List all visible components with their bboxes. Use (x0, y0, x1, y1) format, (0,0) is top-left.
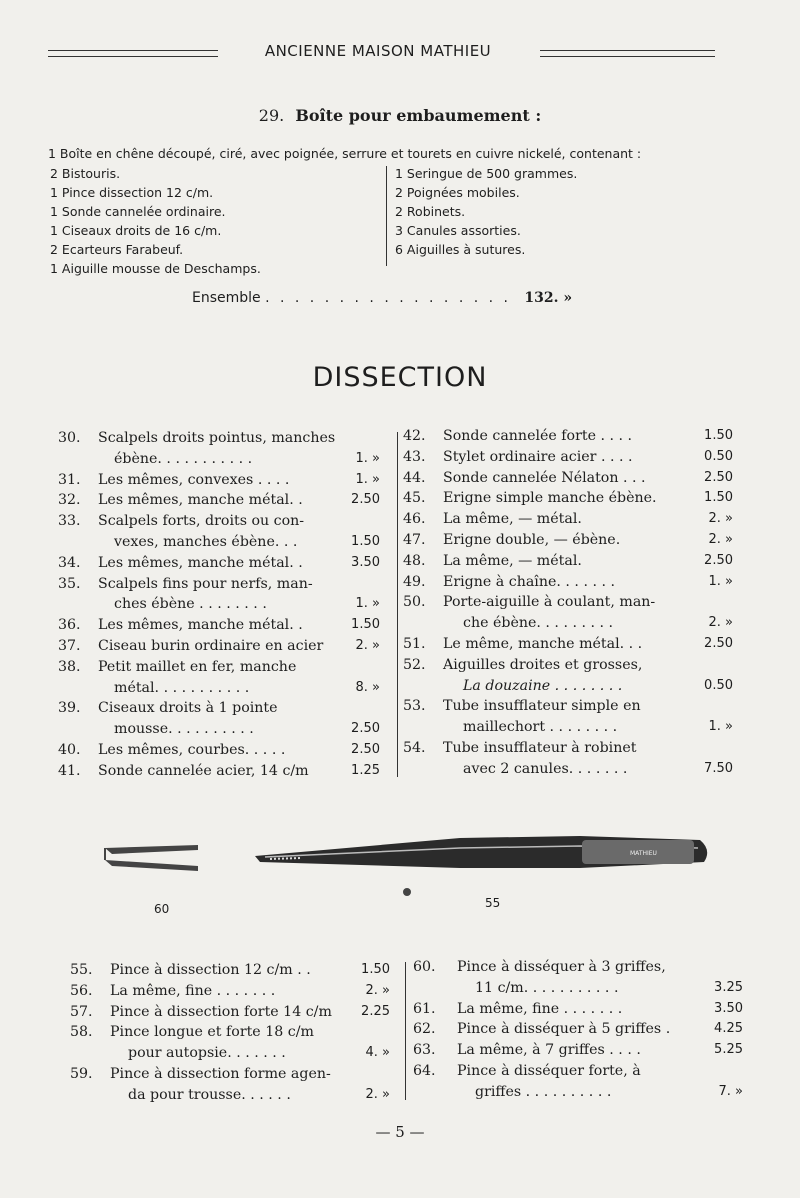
price-row (58, 490, 380, 511)
price-row (403, 509, 733, 530)
item-description: La même, fine . . . . . . . (457, 1000, 623, 1017)
column-divider-2 (405, 962, 406, 1100)
item-price: 4.25 (714, 1021, 743, 1037)
item-number: 56. (70, 982, 93, 999)
page-number: — 5 — (375, 1123, 425, 1141)
leader-dots: . . . . . . . . . . . . . . . . . (265, 290, 519, 306)
ink-dot (403, 888, 411, 896)
item-number: 31. (58, 471, 81, 488)
item-description: Pince à dissection forme agen- (110, 1065, 331, 1082)
item-description: Pince longue et forte 18 c/m (110, 1024, 314, 1041)
price-row (58, 449, 380, 470)
item-price: 7. » (718, 1083, 743, 1099)
price-row (413, 1061, 743, 1082)
item-description: Pince à disséquer forte, à (457, 1062, 641, 1079)
item-price: 0.50 (704, 677, 733, 693)
item-number: 33. (58, 513, 81, 530)
item-price: 1.50 (704, 428, 733, 443)
header-rule-right (540, 50, 715, 57)
item-price: 5.25 (714, 1042, 743, 1058)
price-row (403, 634, 733, 655)
item-number: 41. (58, 762, 81, 779)
item-description: Pince à disséquer à 5 griffes . (457, 1021, 671, 1038)
price-row (413, 1019, 743, 1040)
item-description: avec 2 canules. . . . . . . (463, 760, 628, 777)
item-price: 2.50 (351, 741, 380, 757)
section-29-title: Boîte pour embaumement : (295, 106, 542, 125)
price-row (70, 960, 390, 981)
item-price: 2.50 (704, 469, 733, 485)
item-description: Les mêmes, manche métal. . (98, 492, 303, 509)
price-row (58, 698, 380, 719)
item-number: 30. (58, 430, 81, 446)
section-29-divider (386, 166, 387, 266)
price-list-dissection-left (58, 428, 380, 782)
item-description: 11 c/m. . . . . . . . . . . (475, 979, 619, 996)
item-price: 1.50 (351, 533, 380, 549)
figure-label-60: 60 (154, 902, 170, 916)
figure-label-55: 55 (485, 896, 501, 910)
item-description: Les mêmes, courbes. . . . . (98, 741, 286, 758)
item-description: Scalpels droits pointus, manches (98, 430, 336, 446)
item-description: che ébène. . . . . . . . . (463, 615, 614, 632)
item-price: 3.25 (714, 979, 743, 995)
item-number: 53. (403, 698, 426, 715)
item-number: 52. (403, 656, 426, 673)
page-header (0, 42, 800, 66)
item-number: 42. (403, 428, 426, 444)
item-price: 2. » (355, 637, 380, 653)
kit-item: 1 Seringue de 500 grammes. (395, 166, 578, 181)
item-description: Sonde cannelée Nélaton . . . (443, 469, 646, 486)
price-row (403, 696, 733, 717)
kit-item: 2 Bistouris. (50, 166, 121, 181)
item-description: La même, — métal. (443, 511, 582, 528)
price-row (413, 978, 743, 999)
item-number: 35. (58, 575, 81, 592)
price-row (70, 1022, 390, 1043)
item-number: 47. (403, 531, 426, 548)
price-row (58, 553, 380, 574)
item-number: 36. (58, 617, 81, 634)
item-description: Tube insufflateur à robinet (443, 739, 637, 756)
price-row (70, 1043, 390, 1064)
price-row (58, 428, 380, 449)
item-description: Erigne simple manche ébène. (443, 490, 657, 507)
item-number: 44. (403, 469, 426, 486)
item-number: 59. (70, 1065, 93, 1082)
price-row (403, 468, 733, 489)
item-number: 49. (403, 573, 426, 590)
price-row (403, 759, 733, 780)
item-description: La même, — métal. (443, 552, 582, 569)
column-divider (397, 432, 398, 777)
item-description: Aiguilles droites et grosses, (443, 656, 643, 673)
price-row (70, 1064, 390, 1085)
price-row (58, 594, 380, 615)
item-description: Petit maillet en fer, manche (98, 658, 297, 675)
item-description: Porte-aiguille à coulant, man- (443, 594, 656, 611)
item-description: métal. . . . . . . . . . . (114, 679, 250, 696)
price-row (413, 957, 743, 978)
item-number: 57. (70, 1003, 93, 1020)
item-description: ébène. . . . . . . . . . . (114, 450, 253, 467)
price-row (403, 655, 733, 676)
item-description: Sonde cannelée forte . . . . (443, 428, 633, 444)
item-price: 3.50 (714, 1000, 743, 1016)
item-description: Pince à dissection forte 14 c/m (110, 1003, 332, 1020)
item-description: griffes . . . . . . . . . . (475, 1083, 612, 1100)
item-description: Scalpels fins pour nerfs, man- (98, 575, 313, 592)
item-number: 61. (413, 1000, 436, 1017)
item-number: 45. (403, 490, 426, 507)
item-price: 1.50 (351, 617, 380, 633)
item-price: 2. » (365, 982, 390, 998)
price-row (403, 592, 733, 613)
header-title: ANCIENNE MAISON MATHIEU (264, 42, 492, 60)
item-number: 55. (70, 962, 93, 978)
item-number: 34. (58, 554, 81, 571)
price-row (58, 636, 380, 657)
item-description: Ciseaux droits à 1 pointe (98, 700, 278, 717)
item-price: 1. » (355, 471, 380, 487)
item-description: mousse. . . . . . . . . . (114, 721, 254, 738)
price-row (58, 678, 380, 699)
item-number: 58. (70, 1024, 93, 1041)
price-row (403, 613, 733, 634)
item-description: La même, fine . . . . . . . (110, 982, 276, 999)
item-number: 50. (403, 594, 426, 611)
item-number: 64. (413, 1062, 436, 1079)
price-row (58, 719, 380, 740)
item-description: ches ébène . . . . . . . . (114, 596, 267, 613)
item-price: 1. » (355, 450, 380, 466)
item-description: vexes, manches ébène. . . (114, 533, 298, 550)
price-row (403, 717, 733, 738)
forceps-engraving: MATHIEU (630, 850, 657, 857)
price-row (70, 1085, 390, 1106)
price-row (58, 657, 380, 678)
price-row (58, 761, 380, 782)
kit-item: 6 Aiguilles à sutures. (395, 242, 526, 257)
price-row (58, 470, 380, 491)
item-price: 2.50 (704, 635, 733, 651)
item-price: 2.25 (361, 1003, 390, 1019)
price-row (413, 1040, 743, 1061)
section-29-right-items (395, 164, 577, 259)
item-price: 7.50 (704, 760, 733, 776)
kit-item: 1 Aiguille mousse de Deschamps. (50, 261, 261, 276)
price-row (58, 740, 380, 761)
item-number: 63. (413, 1042, 436, 1059)
item-description: Les mêmes, convexes . . . . (98, 471, 290, 488)
kit-item: 2 Ecarteurs Farabeuf. (50, 242, 184, 257)
kit-item: 2 Poignées mobiles. (395, 185, 520, 200)
item-description: Tube insufflateur simple en (443, 698, 641, 715)
item-price: 0.50 (704, 448, 733, 464)
item-price: 2.50 (351, 492, 380, 508)
kit-item: 1 Sonde cannelée ordinaire. (50, 204, 226, 219)
item-price: 2.50 (351, 721, 380, 737)
item-description: maillechort . . . . . . . . (463, 719, 618, 736)
item-description: Scalpels forts, droits ou con- (98, 513, 305, 530)
item-number: 39. (58, 700, 81, 717)
price-row (403, 426, 733, 447)
item-description: Les mêmes, manche métal. . (98, 554, 303, 571)
price-list-forceps-left (70, 960, 390, 1106)
item-price: 4. » (365, 1045, 390, 1061)
item-price: 1.50 (704, 490, 733, 506)
item-price: 2. » (708, 511, 733, 527)
price-row (413, 999, 743, 1020)
price-row (403, 572, 733, 593)
item-number: 40. (58, 741, 81, 758)
price-row (403, 530, 733, 551)
item-number: 37. (58, 637, 81, 654)
item-description: La douzaine . . . . . . . . (463, 677, 623, 694)
item-number: 46. (403, 511, 426, 528)
item-description: Sonde cannelée acier, 14 c/m (98, 762, 309, 779)
price-list-forceps-right (413, 957, 743, 1103)
price-row (58, 574, 380, 595)
price-row (70, 981, 390, 1002)
item-number: 43. (403, 448, 426, 465)
item-description: Erigne double, — ébène. (443, 531, 621, 548)
forceps-illustration (100, 828, 720, 888)
item-description: Les mêmes, manche métal. . (98, 617, 303, 634)
item-number: 38. (58, 658, 81, 675)
price-row (70, 1002, 390, 1023)
section-29-number: 29. (258, 106, 285, 125)
price-row (58, 511, 380, 532)
kit-item: 1 Pince dissection 12 c/m. (50, 185, 214, 200)
item-description: La même, à 7 griffes . . . . (457, 1042, 641, 1059)
item-price: 2.50 (704, 552, 733, 568)
item-price: 2. » (708, 531, 733, 547)
header-rule-left (48, 50, 218, 57)
price-row (403, 676, 733, 697)
item-number: 32. (58, 492, 81, 509)
section-29-heading (0, 106, 800, 125)
item-price: 2. » (365, 1086, 390, 1102)
item-price: 1.25 (351, 762, 380, 778)
section-title: DISSECTION (312, 362, 488, 393)
item-description: Le même, manche métal. . . (443, 635, 643, 652)
item-price: 1.50 (361, 962, 390, 977)
item-number: 60. (413, 959, 436, 975)
price-row (403, 447, 733, 468)
price-row (403, 738, 733, 759)
ensemble-label: Ensemble (192, 290, 261, 306)
ensemble-line (192, 290, 572, 306)
item-price: 2. » (708, 615, 733, 631)
kit-item: 2 Robinets. (395, 204, 466, 219)
item-description: Ciseau burin ordinaire en acier (98, 637, 324, 654)
item-description: Pince à dissection 12 c/m . . (110, 962, 311, 978)
item-number: 48. (403, 552, 426, 569)
section-29-intro: 1 Boîte en chêne découpé, ciré, avec poignée, serrure et tourets en cuivre nickelé, contenant : (48, 146, 642, 161)
price-row (403, 488, 733, 509)
item-description: Stylet ordinaire acier . . . . (443, 448, 633, 465)
item-price: 3.50 (351, 554, 380, 570)
item-number: 54. (403, 739, 426, 756)
kit-item: 1 Ciseaux droits de 16 c/m. (50, 223, 222, 238)
item-description: Pince à disséquer à 3 griffes, (457, 959, 666, 975)
price-row (58, 532, 380, 553)
price-row (413, 1082, 743, 1103)
item-price: 8. » (355, 679, 380, 695)
item-price: 1. » (708, 719, 733, 735)
item-description: pour autopsie. . . . . . . (128, 1045, 286, 1062)
forceps-55 (255, 836, 707, 868)
price-list-dissection-right (403, 426, 733, 780)
item-price: 1. » (355, 596, 380, 612)
ensemble-price: 132. » (524, 290, 573, 306)
item-number: 51. (403, 635, 426, 652)
item-price: 1. » (708, 573, 733, 589)
price-row (403, 551, 733, 572)
item-description: da pour trousse. . . . . . (128, 1086, 291, 1103)
item-number: 62. (413, 1021, 436, 1038)
section-29-left-items (50, 164, 261, 278)
item-description: Erigne à chaîne. . . . . . . (443, 573, 616, 590)
price-row (58, 615, 380, 636)
kit-item: 3 Canules assorties. (395, 223, 521, 238)
forceps-60-tip (105, 845, 198, 871)
